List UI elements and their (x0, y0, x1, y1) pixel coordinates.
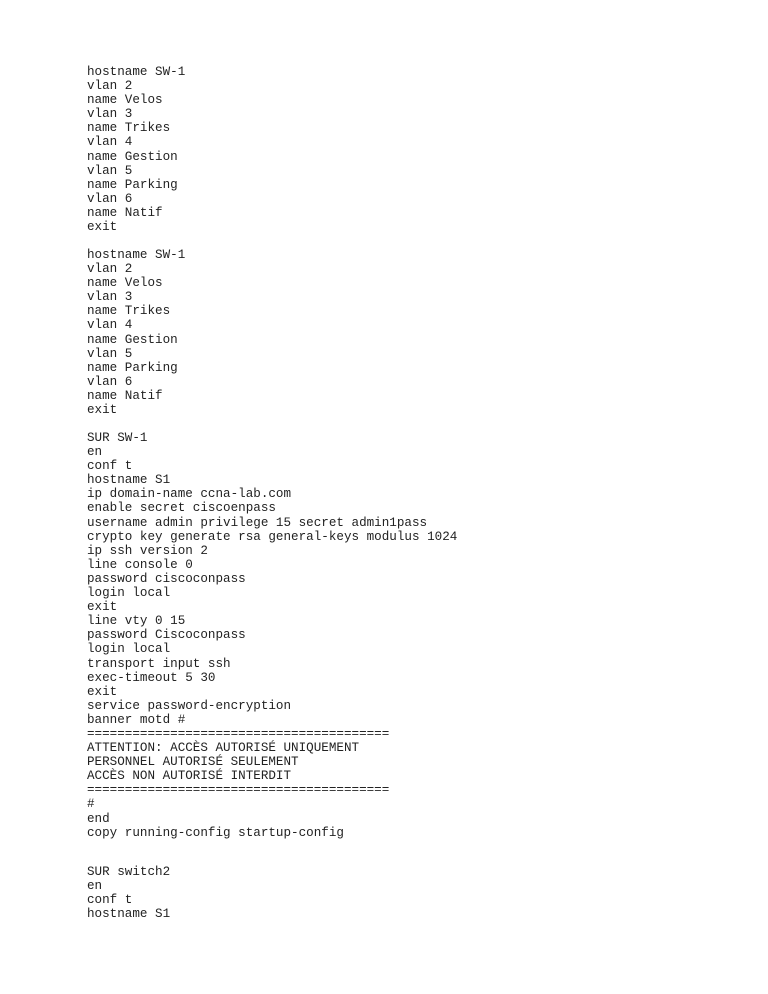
code-line: vlan 3 (87, 107, 133, 122)
code-line: vlan 5 (87, 163, 133, 178)
code-line: password ciscoconpass (87, 571, 246, 586)
code-line: vlan 2 (87, 262, 133, 277)
code-line: ======================================== (87, 783, 390, 798)
code-line: hostname S1 (87, 907, 171, 922)
code-line: PERSONNEL AUTORISÉ SEULEMENT (87, 755, 299, 770)
code-line: ip ssh version 2 (87, 543, 208, 558)
code-line: ATTENTION: ACCÈS AUTORISÉ UNIQUEMENT (87, 741, 360, 756)
code-line: exit (87, 403, 118, 418)
code-line: service password-encryption (87, 698, 292, 713)
code-line: password Ciscoconpass (87, 628, 246, 643)
code-line: vlan 3 (87, 290, 133, 305)
code-line: vlan 2 (87, 79, 133, 94)
code-line: login local (87, 642, 171, 657)
code-line: end (87, 811, 110, 826)
code-line: conf t (87, 459, 133, 474)
code-line: enable secret ciscoenpass (87, 501, 276, 516)
config-block-sw1-security (87, 431, 457, 840)
config-block-vlans-1 (87, 65, 185, 234)
code-line: vlan 4 (87, 318, 133, 333)
code-line: # (87, 797, 95, 812)
code-line: name Trikes (87, 304, 171, 319)
code-line: SUR switch2 (87, 865, 171, 879)
code-line: ======================================== (87, 726, 390, 741)
code-line: name Parking (87, 177, 178, 192)
code-line: ACCÈS NON AUTORISÉ INTERDIT (87, 769, 292, 784)
code-line: crypto key generate rsa general-keys modulus 1024 (87, 529, 458, 544)
code-line: name Natif (87, 388, 163, 403)
code-line: hostname S1 (87, 473, 171, 488)
code-line: vlan 5 (87, 346, 133, 361)
code-line: login local (87, 586, 171, 601)
code-line: exit (87, 684, 118, 699)
code-line: name Velos (87, 276, 163, 291)
config-block-vlans-2 (87, 248, 185, 417)
code-line: en (87, 879, 103, 894)
code-line: hostname SW-1 (87, 248, 186, 262)
code-line: name Natif (87, 205, 163, 220)
code-line: vlan 6 (87, 191, 133, 206)
code-line: en (87, 445, 103, 460)
code-line: line console 0 (87, 557, 193, 572)
code-line: name Gestion (87, 332, 178, 347)
code-line: copy running-config startup-config (87, 825, 344, 840)
code-line: exit (87, 600, 118, 615)
code-line: exit (87, 220, 118, 235)
code-line: name Velos (87, 93, 163, 108)
code-line: ip domain-name ccna-lab.com (87, 487, 292, 502)
code-line: exec-timeout 5 30 (87, 670, 216, 685)
code-line: name Gestion (87, 149, 178, 164)
code-line: name Parking (87, 360, 178, 375)
code-line: line vty 0 15 (87, 614, 186, 629)
code-line: vlan 6 (87, 374, 133, 389)
code-line: name Trikes (87, 121, 171, 136)
config-block-switch2 (87, 865, 170, 921)
code-line: vlan 4 (87, 135, 133, 150)
code-line: SUR SW-1 (87, 431, 148, 445)
code-line: hostname SW-1 (87, 65, 186, 79)
code-line: banner motd # (87, 712, 186, 727)
code-line: transport input ssh (87, 656, 231, 671)
code-line: username admin privilege 15 secret admin1pass (87, 515, 428, 530)
code-line: conf t (87, 893, 133, 908)
